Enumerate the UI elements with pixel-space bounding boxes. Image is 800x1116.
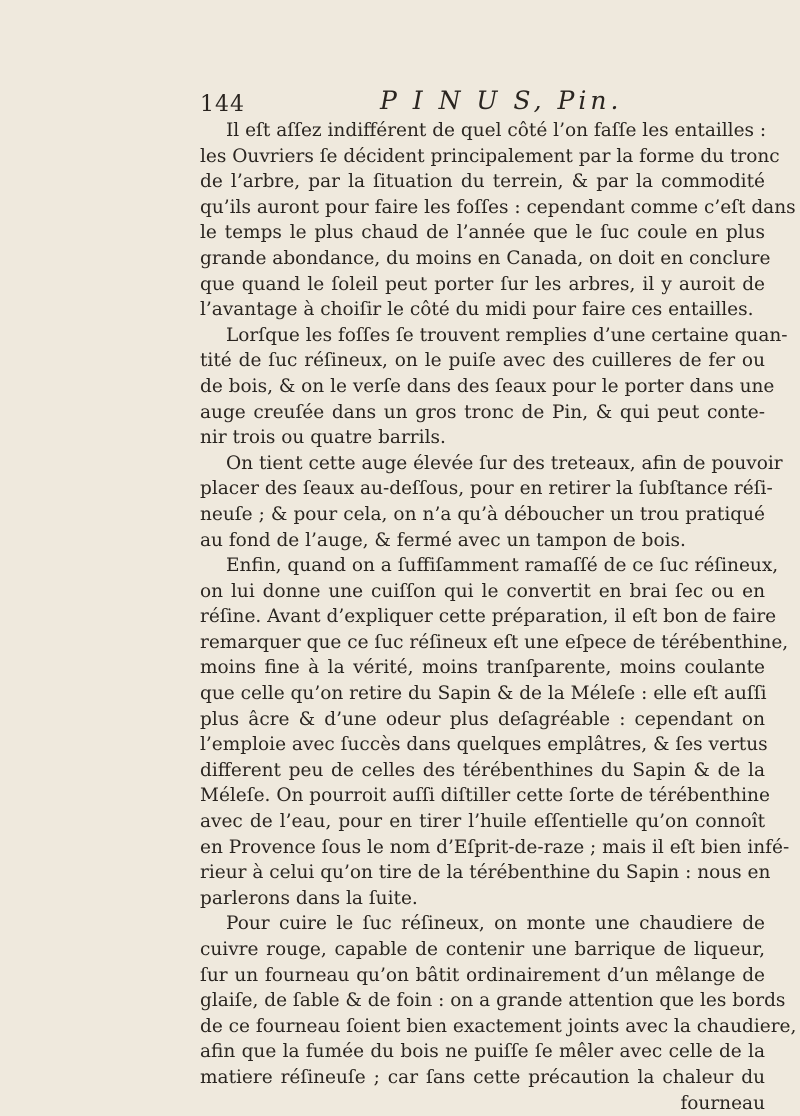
text-line: grande abondance, du moins en Canada, on doit en conclure [200, 247, 771, 269]
text-line: neuſe ; & pour cela, on n’a qu’à déboucher un trou pratiqué [200, 503, 765, 525]
text-line: que quand le ſoleil peut porter ſur les arbres, il y auroit de [200, 273, 765, 295]
text-line: réſine. Avant d’expliquer cette préparation, il eſt bon de faire [200, 606, 777, 628]
text-line: glaiſe, de ſable & de foin : on a grande attention que les bords [200, 990, 786, 1012]
text-line: l’avantage à choiſir le côté du midi pour faire ces entailles. [200, 299, 754, 321]
text-line: cuivre rouge, capable de contenir une barrique de liqueur, [200, 939, 765, 960]
text-line: placer des ſeaux au-deſſous, pour en retirer la ſubſtance réſi- [200, 478, 773, 500]
body-text [200, 118, 797, 1116]
text-line: matiere réſineuſe ; car ſans cette précaution la chaleur du [200, 1066, 765, 1088]
text-line: avec de l’eau, pour en tirer l’huile eſſentielle qu’on connoît [200, 811, 765, 833]
text-line: rieur à celui qu’on tire de la térébenthine du Sapin : nous en [200, 862, 771, 884]
text-line: nir trois ou quatre barrils. [200, 427, 446, 449]
text-line: remarquer que ce ſuc réſineux eſt une eſpece de térébenthine, [200, 631, 789, 653]
text-line: auge creuſée dans un gros tronc de Pin, & qui peut conte- [200, 401, 765, 423]
text-line: On tient cette auge élevée ſur des treteaux, afin de pouvoir [226, 452, 783, 474]
text-line: parlerons dans la ſuite. [200, 887, 418, 909]
text-line: le temps le plus chaud de l’année que le ſuc coule en plus [200, 222, 765, 244]
text-line: Méleſe. On pourroit auſſi diſtiller cette ſorte de térébenthine [200, 785, 770, 807]
text-line: fourneau [680, 1092, 765, 1114]
text-line: different peu de celles des térébenthines du Sapin & de la [200, 759, 765, 781]
text-line: de l’arbre, par la ſituation du terrein, & par la commodité [200, 171, 765, 193]
text-line: qu’ils auront pour faire les foſſes : cependant comme c’eſt dans [200, 196, 796, 218]
text-line: en Provence ſous le nom d’Eſprit-de-raze ; mais il eſt bien infé- [200, 836, 790, 858]
text-line: moins fine à la vérité, moins tranſparente, moins coulante [200, 657, 765, 679]
text-line: l’emploie avec ſuccès dans quelques emplâtres, & ſes vertus [200, 734, 768, 756]
text-line: Pour cuire le ſuc réſineux, on monte une chaudiere de [226, 913, 765, 935]
text-line: ſur un fourneau qu’on bâtit ordinairement d’un mêlange de [200, 964, 765, 986]
text-line: de bois, & on le verſe dans des ſeaux pour le porter dans une [200, 375, 775, 397]
page-number: 144 [200, 92, 245, 117]
text-line: de ce fourneau ſoient bien exactement joints avec la chaudiere, [200, 1015, 797, 1037]
text-line: les Ouvriers ſe décident principalement par la forme du tronc [200, 145, 780, 167]
text-line: plus âcre & d’une odeur plus deſagréable : cependant on [200, 708, 765, 730]
text-line: Il eſt aſſez indifférent de quel côté l’on faſſe les entailles : [226, 120, 767, 141]
text-line: afin que la fumée du bois ne puiſſe ſe mêler avec celle de la [200, 1041, 765, 1063]
page-header [200, 84, 765, 120]
text-line: Enfin, quand on a ſuffiſamment ramaſſé de ce ſuc réſineux, [226, 555, 779, 577]
text-line: on lui donne une cuiſſon qui le convertit en brai ſec ou en [200, 580, 765, 602]
text-line: au fond de l’auge, & fermé avec un tampon de bois. [200, 529, 686, 551]
text-line: Lorſque les foſſes ſe trouvent remplies d’une certaine quan- [226, 324, 788, 346]
text-line: tité de ſuc réſineux, on le puiſe avec des cuilleres de fer ou [200, 350, 765, 372]
running-title: P I N U S, Pin. [380, 86, 623, 115]
text-line: que celle qu’on retire du Sapin & de la Méleſe : elle eſt auſſi [200, 683, 767, 705]
